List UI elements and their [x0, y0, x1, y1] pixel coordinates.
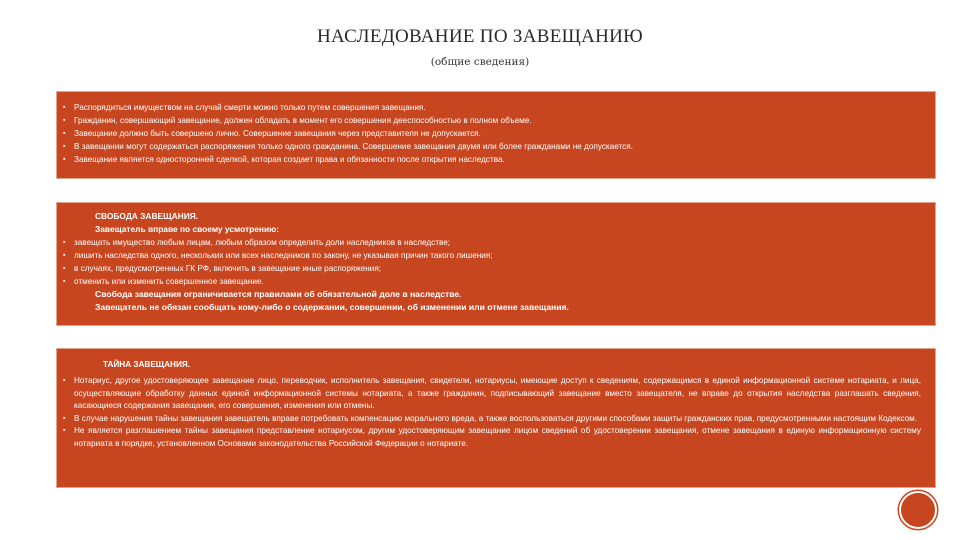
square-bullet-icon: ▪ — [63, 377, 66, 384]
page-title: НАСЛЕДОВАНИЕ ПО ЗАВЕЩАНИЮ — [317, 26, 643, 47]
freedom-secrecy-text: Завещатель не обязан сообщать кому-либо о содержании, совершении, об изменении или отмене завещания. — [95, 302, 569, 312]
list-item: ▪ Распорядиться имуществом на случай смерти можно только путем совершения завещания. — [63, 103, 426, 112]
square-bullet-icon: ▪ — [63, 265, 66, 272]
square-bullet-icon: ▪ — [63, 143, 66, 150]
square-bullet-icon: ▪ — [63, 427, 66, 434]
list-item: ▪ отменить или изменить совершенное завещание. — [63, 277, 264, 286]
square-bullet-icon: ▪ — [63, 252, 66, 259]
freedom-list — [63, 236, 935, 288]
secret-list — [63, 375, 921, 450]
square-bullet-icon: ▪ — [63, 117, 66, 124]
list-item: ▪ в случаях, предусмотренных ГК РФ, включить в завещание иные распоряжения; — [63, 264, 382, 273]
page-subtitle: (общие сведения) — [430, 56, 530, 68]
square-bullet-icon: ▪ — [63, 156, 66, 163]
list-item: ▪ Не является разглашением тайны завещания представление нотариусом, другим удостоверяющим завещание лицом сведений об удостоверении завещания, отмене завещания в единую информационную систему нотариата в порядке, установленном Основами законодательства Российской Федерации о нотариате. — [63, 426, 921, 448]
square-bullet-icon: ▪ — [63, 414, 66, 422]
general-info-list — [63, 101, 935, 166]
list-item: ▪ завещать имущество любым лицам, любым образом определить доли наследников в наследстве; — [63, 238, 451, 247]
list-item: ▪ Нотариус, другое удостоверяющее завещание лицо, переводчик, исполнитель завещания, свидетели, нотариусы, имеющие доступ к сведениям, содержащимся в единой информационной системе нотариата, и лица, осуществляющие обработку данных единой информационной системы нотариата, а также гражданин, подписывающий завещание вместо завещателя, не вправе до открытия наследства разглашать сведения, касающиеся содержания завещания, его совершения, изменения или отмены. — [63, 376, 921, 410]
square-bullet-icon: ▪ — [63, 104, 66, 111]
list-item: ▪ лишить наследства одного, нескольких или всех наследников по закону, не указывая причин такого лишения; — [63, 251, 493, 260]
list-item: ▪ В случае нарушения тайны завещания завещатель вправе потребовать компенсацию морального вреда, а также воспользоваться другими способами защиты гражданских прав, предусмотренными настоящим Кодексом. — [63, 413, 921, 426]
secret-panel — [56, 348, 936, 488]
square-bullet-icon: ▪ — [63, 239, 66, 246]
general-info-panel — [56, 91, 936, 179]
secret-heading: ТАЙНА ЗАВЕЩАНИЯ. — [103, 360, 191, 369]
square-bullet-icon: ▪ — [63, 278, 66, 285]
freedom-panel — [56, 202, 936, 326]
freedom-subheading: Завещатель вправе по своему усмотрению: — [95, 224, 280, 234]
list-item: ▪ В завещании могут содержаться распоряжения только одного гражданина. Совершение завещания двумя или более гражданами не допускается. — [63, 142, 633, 151]
list-item: ▪ Гражданин, совершающий завещание, должен обладать в момент его совершения дееспособностью в полном объеме. — [63, 116, 532, 125]
freedom-limit-text: Свобода завещания ограничивается правилами об обязательной доле в наследстве. — [95, 289, 462, 299]
list-item: ▪ Завещание является односторонней сделкой, которая создает права и обязанности после открытия наследства. — [63, 155, 505, 164]
freedom-heading: СВОБОДА ЗАВЕЩАНИЯ. — [95, 211, 199, 221]
square-bullet-icon: ▪ — [63, 130, 66, 137]
page-number-badge — [899, 491, 937, 529]
list-item: ▪ Завещание должно быть совершено лично. Совершение завещания через представителя не допускается. — [63, 129, 481, 138]
